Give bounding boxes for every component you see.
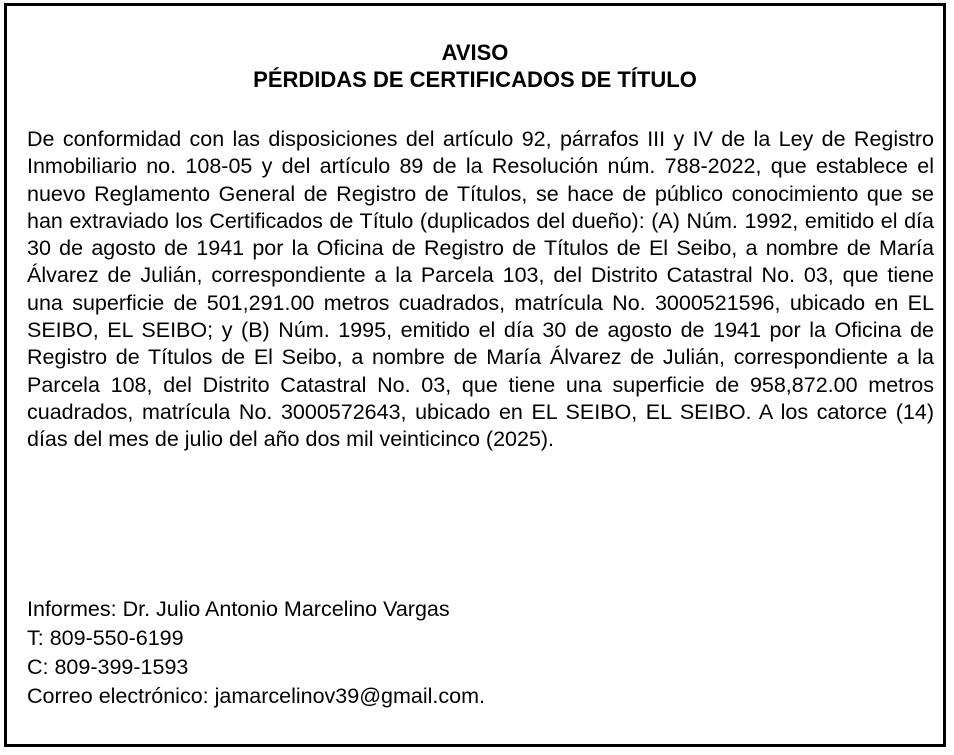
notice-subheading: PÉRDIDAS DE CERTIFICADOS DE TÍTULO bbox=[253, 67, 697, 92]
notice-frame bbox=[4, 3, 946, 747]
contact-celular: C: 809-399-1593 bbox=[27, 655, 189, 679]
contact-block bbox=[27, 595, 485, 711]
contact-telefono: T: 809-550-6199 bbox=[27, 626, 184, 650]
notice-title bbox=[7, 39, 943, 93]
notice-heading: AVISO bbox=[441, 40, 509, 65]
contact-informes: Informes: Dr. Julio Antonio Marcelino Vargas bbox=[27, 597, 450, 621]
contact-correo: Correo electrónico: jamarcelinov39@gmail.com. bbox=[27, 684, 485, 708]
notice-body: De conformidad con las disposiciones del artículo 92, párrafos III y IV de la Ley de Registro Inmobiliario no. 108-05 y del artículo 89 de la Resolución núm. 788-2022, que establece el nuevo Reglamento General de Registro de Títulos, se hace de público conocimiento que se han extraviado los Certificados de Título (duplicados del dueño): (A) Núm. 1992, emitido el día 30 de agosto de 1941 por la Oficina de Registro de Títulos de El Seibo, a nombre de María Álvarez de Julián, correspondiente a la Parcela 103, del Distrito Catastral No. 03, que tiene una superficie de 501,291.00 metros cuadrados, matrícula No. 3000521596, ubicado en EL SEIBO, EL SEIBO; y (B) Núm. 1995, emitido el día 30 de agosto de 1941 por la Oficina de Registro de Títulos de El Seibo, a nombre de María Álvarez de Julián, correspondiente a la Parcela 108, del Distrito Catastral No. 03, que tiene una superficie de 958,872.00 metros cuadrados, matrícula No. 3000572643, ubicado en EL SEIBO, EL SEIBO. A los catorce (14) días del mes de julio del año dos mil veinticinco (2025). bbox=[27, 127, 934, 452]
